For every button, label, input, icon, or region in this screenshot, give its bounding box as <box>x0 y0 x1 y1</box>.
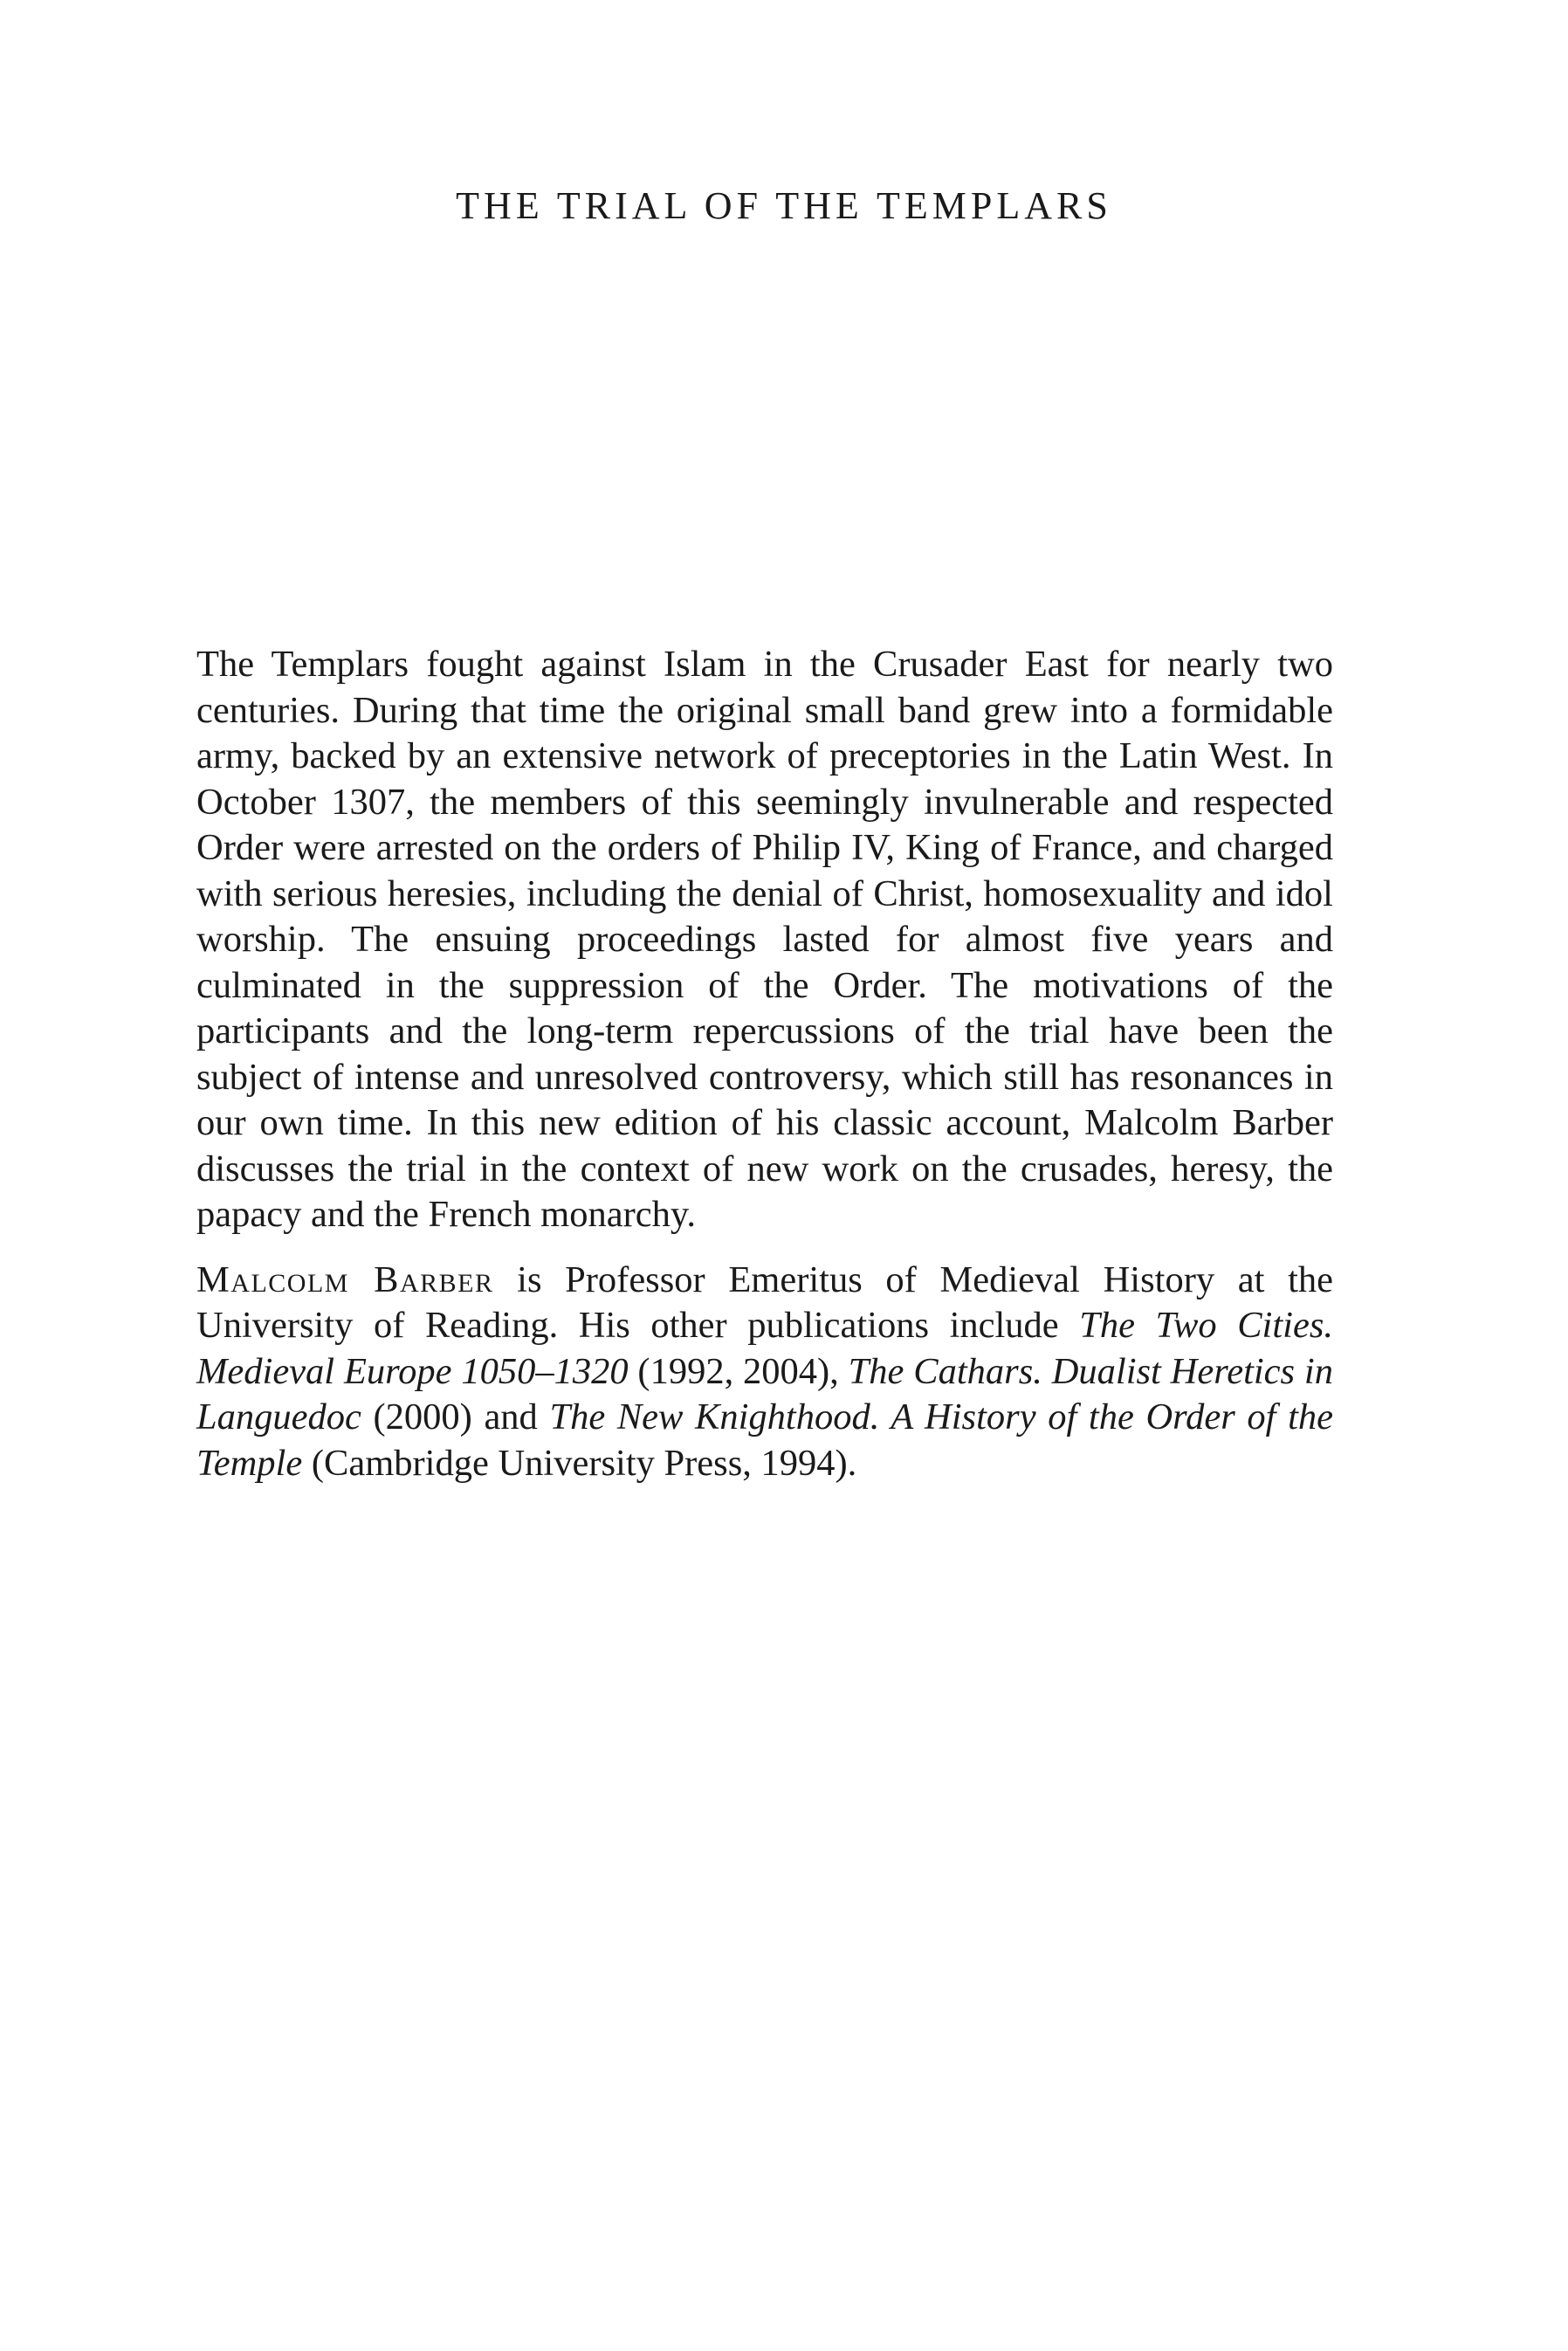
page-content <box>196 642 1333 1486</box>
book-title-new-knighthood: The New Knighthood. A History of the Order of the Temple <box>196 1396 1333 1484</box>
book-years-cathars: (2000) and <box>361 1396 550 1437</box>
book-title-two-cities: The Two Cities. Medieval Europe 1050–1320 <box>196 1305 1333 1392</box>
blurb-paragraph: The Templars fought against Islam in the Crusader East for nearly two centuries. During that time the original small band grew into a formidable army, backed by an extensive network of preceptories in the Latin West. In October 1307, the members of this seemingly invulnerable and respected Order were arrested on the orders of Philip IV, King of France, and charged with serious heresies, including the denial of Christ, homosexuality and idol worship. The ensuing proceedings lasted for almost five years and culminated in the suppression of the Order. The motivations of the participants and the long-term repercussions of the trial have been the subject of intense and unresolved controversy, which still has resonances in our own time. In this new edition of his classic account, Malcolm Barber discusses the trial in the context of new work on the crusades, heresy, the papacy and the French monarchy. <box>196 644 1333 1235</box>
book-years-two-cities: (1992, 2004), <box>628 1350 849 1392</box>
book-publisher-new-knighthood: (Cambridge University Press, 1994). <box>302 1442 857 1484</box>
author-bio-paragraph <box>196 1258 1333 1487</box>
half-title: THE TRIAL OF THE TEMPLARS <box>456 184 1112 227</box>
author-name: Malcolm Barber <box>196 1258 494 1300</box>
book-title-cathars: The Cathars. Dualist Heretics in Languedoc <box>196 1350 1333 1437</box>
bio-intro-text: is Professor Emeritus of Medieval History at the University of Reading. His other publications include <box>196 1258 1333 1346</box>
